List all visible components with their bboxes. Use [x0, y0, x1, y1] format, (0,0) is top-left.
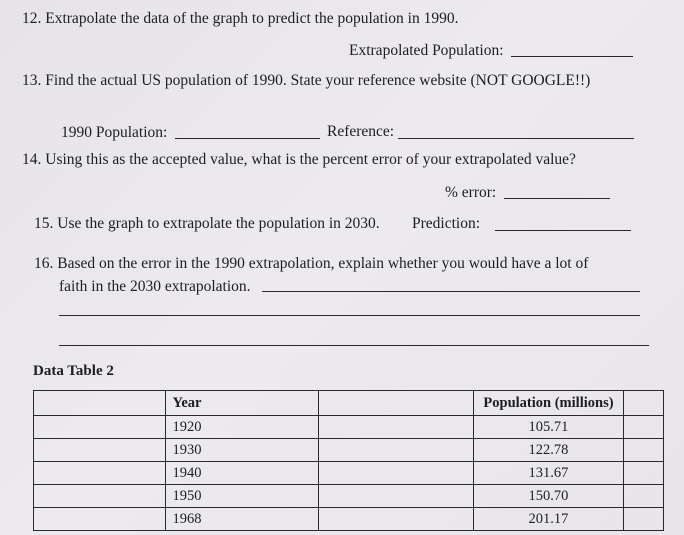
cell-population: 201.17 — [474, 508, 623, 531]
cell-spacer — [319, 416, 474, 439]
cell-year: 1950 — [166, 485, 319, 508]
cell-spacer — [623, 485, 663, 508]
cell-year: 1940 — [166, 462, 319, 485]
cell-population: 131.67 — [474, 462, 623, 485]
cell-spacer — [319, 462, 474, 485]
population-1990-label: 1990 Population: — [61, 124, 168, 141]
header-spacer — [34, 391, 166, 416]
answer-line-1[interactable] — [262, 291, 640, 292]
question-16-line-1: 16. Based on the error in the 1990 extrapolation, explain whether you would have a lot of — [34, 255, 589, 272]
cell-year: 1920 — [166, 416, 319, 439]
header-population: Population (millions) — [474, 391, 623, 416]
cell-spacer — [319, 508, 474, 531]
answer-line-3[interactable] — [59, 345, 649, 346]
table-row — [34, 508, 664, 531]
cell-spacer — [623, 439, 663, 462]
header-spacer — [319, 391, 474, 416]
cell-year: 1968 — [166, 508, 319, 531]
table-row — [34, 439, 664, 462]
table-row — [34, 462, 664, 485]
cell-spacer — [34, 508, 166, 531]
reference-label: Reference: — [327, 123, 395, 140]
cell-spacer — [34, 485, 166, 508]
reference-field[interactable] — [398, 138, 634, 139]
cell-year: 1930 — [166, 439, 319, 462]
cell-spacer — [319, 439, 474, 462]
percent-error-field[interactable] — [504, 198, 610, 199]
table-row — [34, 416, 664, 439]
extrapolated-population-field[interactable] — [511, 56, 633, 57]
question-16-line-2: faith in the 2030 extrapolation. — [59, 278, 251, 295]
prediction-label: Prediction: — [412, 215, 481, 232]
cell-spacer — [34, 439, 166, 462]
answer-line-2[interactable] — [59, 315, 640, 316]
question-14: 14. Using this as the accepted value, what is the percent error of your extrapolated value? — [22, 151, 576, 168]
question-15: 15. Use the graph to extrapolate the population in 2030. — [34, 215, 380, 232]
cell-spacer — [319, 485, 474, 508]
header-year: Year — [166, 391, 319, 416]
population-1990-field[interactable] — [175, 138, 320, 139]
table-header-row — [34, 391, 664, 416]
prediction-field[interactable] — [495, 230, 631, 231]
cell-spacer — [623, 462, 663, 485]
question-13: 13. Find the actual US population of 1990. State your reference website (NOT GOOGLE!!) — [22, 72, 591, 89]
cell-spacer — [623, 416, 663, 439]
extrapolated-population-label: Extrapolated Population: — [349, 42, 504, 59]
data-table-title: Data Table 2 — [33, 363, 114, 379]
table-row — [34, 485, 664, 508]
cell-spacer — [34, 462, 166, 485]
header-spacer — [623, 391, 663, 416]
cell-spacer — [623, 508, 663, 531]
cell-spacer — [34, 416, 166, 439]
percent-error-label: % error: — [445, 184, 497, 201]
data-table — [33, 390, 664, 531]
cell-population: 122.78 — [474, 439, 623, 462]
question-12: 12. Extrapolate the data of the graph to predict the population in 1990. — [22, 10, 459, 27]
cell-population: 150.70 — [474, 485, 623, 508]
cell-population: 105.71 — [474, 416, 623, 439]
